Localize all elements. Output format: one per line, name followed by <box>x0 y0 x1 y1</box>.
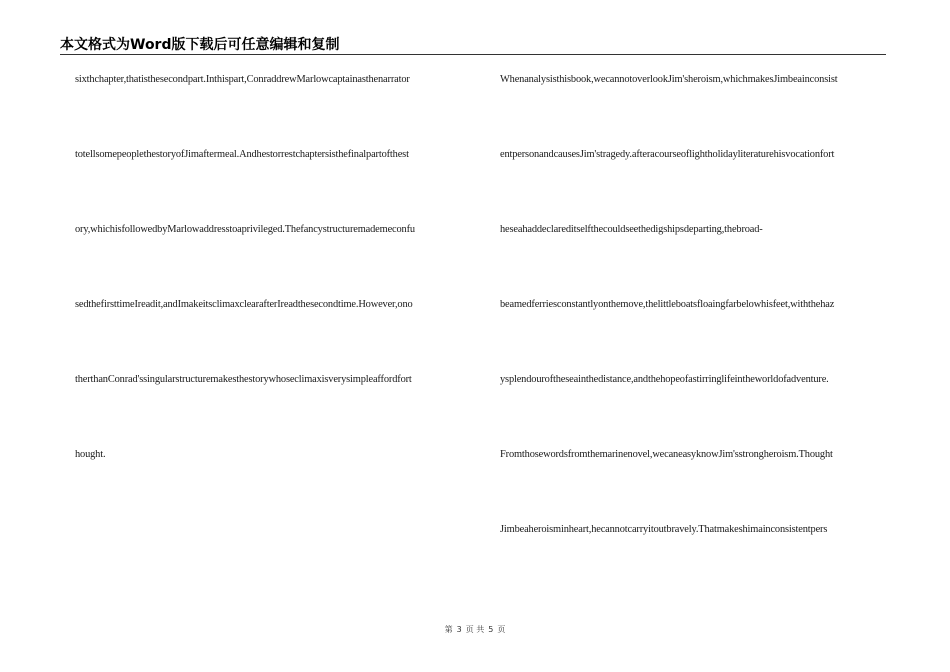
right-line: heseahaddeclareditselfthecouldseethedigshipsdeparting,thebroad- <box>500 224 763 235</box>
header-title: 本文格式为Word版下载后可任意编辑和复制 <box>60 37 340 53</box>
right-line: Jimbeaheroisminheart,hecannotcarryitoutbravely.Thatmakeshimainconsistentpers <box>500 524 828 535</box>
right-line: beamedferriesconstantlyonthemove,thelittleboatsfloaingfarbelowhisfeet,withthehaz <box>500 299 835 310</box>
footer-total-pages: 5 <box>488 625 494 634</box>
left-line: ory,whichisfollowedbyMarlowaddresstoaprivileged.Thefancystructuremademeconfu <box>75 224 415 235</box>
left-line: therthanConrad'ssingularstructuremakesthestorywhoseclimaxisverysimpleaffordfort <box>75 374 412 385</box>
footer-mid: 页 共 <box>465 625 485 634</box>
right-line: ysplendouroftheseainthedistance,andthehopeofastirringlifeintheworldofadventure. <box>500 374 829 385</box>
left-line: hought. <box>75 449 106 460</box>
right-line: entpersonandcausesJim'stragedy.afteracourseoflightholidayliteraturehisvocationfort <box>500 149 835 160</box>
left-line: sedthefirsttimeIreadit,andImakeitsclimaxclearafterIreadthesecondtime.However,ono <box>75 299 413 310</box>
footer-suffix: 页 <box>497 625 506 634</box>
left-line: totellsomepeoplethestoryofJimaftermeal.Andhestorrestchaptersisthefinalpartofthest <box>75 149 409 160</box>
page-footer <box>0 624 950 635</box>
page-header <box>60 34 886 55</box>
footer-page-number: 3 <box>456 625 462 634</box>
right-line: Fromthosewordsfromthemarinenovel,wecaneasyknowJim'sstrongheroism.Thought <box>500 449 833 460</box>
footer-prefix: 第 <box>444 625 453 634</box>
left-line: sixthchapter,thatisthesecondpart.Inthispart,ConraddrewMarlowcaptainasthenarrator <box>75 74 410 85</box>
right-line: Whenanalysisthisbook,wecannotoverlookJim'sheroism,whichmakesJimbeainconsist <box>500 74 838 85</box>
